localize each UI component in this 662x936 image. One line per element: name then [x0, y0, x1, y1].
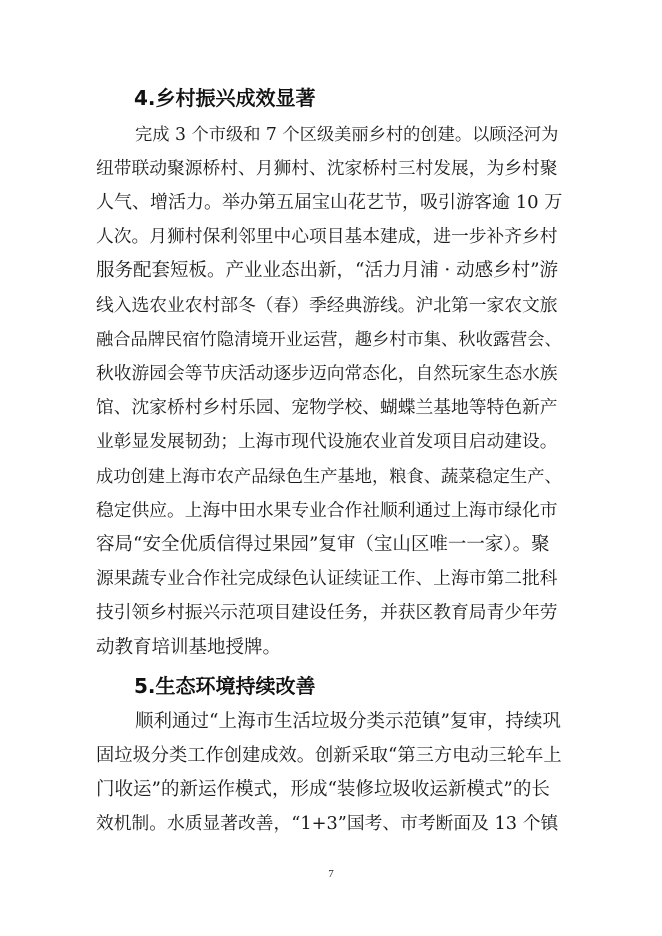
paragraph-line: 顺利通过“上海市生活垃圾分类示范镇”复审，持续巩 [135, 711, 561, 732]
paragraph-line: 人气、增活力。举办第五届宝山花艺节，吸引游客逾 10 万 [96, 192, 563, 213]
paragraph-line: 馆、沈家桥村乡村乐园、宠物学校、蝴蝶兰基地等特色新产 [96, 398, 558, 418]
paragraph-line: 稳定供应。上海中田水果专业合作社顺利通过上海市绿化市 [96, 501, 558, 521]
paragraph-line: 人次。月狮村保利邻里中心项目基本建成，进一步补齐乡村 [96, 227, 558, 247]
paragraph-line: 动教育培训基地授牌。 [96, 637, 282, 658]
paragraph-line: 门收运”的新运作模式，形成“装修垃圾收运新模式”的长 [96, 779, 550, 800]
paragraph-line: 完成 3 个市级和 7 个区级美丽乡村的创建。以顾泾河为 [135, 125, 559, 145]
page-number: 7 [328, 868, 334, 880]
paragraph-line: 技引领乡村振兴示范项目建设任务，并获区教育局青少年劳 [96, 603, 558, 623]
section-heading: 5.生态环境持续改善 [134, 674, 316, 698]
paragraph-line: 业彰显发展韧劲；上海市现代设施农业首发项目启动建设。 [96, 432, 558, 452]
paragraph-line: 秋收游园会等节庆活动逐步迈向常态化，自然玩家生态水族 [96, 364, 558, 384]
section-heading: 4.乡村振兴成效显著 [134, 86, 316, 110]
paragraph-line: 容局“安全优质信得过果园”复审（宝山区唯一一家）。聚 [96, 534, 550, 555]
paragraph-line: 服务配套短板。产业业态出新，“活力月浦 · 动感乡村”游 [96, 260, 559, 281]
paragraph-line: 效机制。水质显著改善，“1+3”国考、市考断面及 13 个镇 [96, 814, 559, 834]
paragraph-line: 成功创建上海市农产品绿色生产基地，粮食、蔬菜稳定生产、 [96, 467, 562, 487]
paragraph-line: 固垃圾分类工作创建成效。创新采取“第三方电动三轮车上 [96, 745, 562, 766]
paragraph-line: 源果蔬专业合作社完成绿色认证续证工作、上海市第二批科 [96, 569, 558, 589]
paragraph-line: 纽带联动聚源桥村、月狮村、沈家桥村三村发展，为乡村聚 [96, 159, 558, 179]
paragraph-line: 融合品牌民宿竹隐清境开业运营，趣乡村市集、秋收露营会、 [96, 330, 562, 350]
paragraph-line: 线入选农业农村部冬（春）季经典游线。沪北第一家农文旅 [96, 296, 558, 316]
